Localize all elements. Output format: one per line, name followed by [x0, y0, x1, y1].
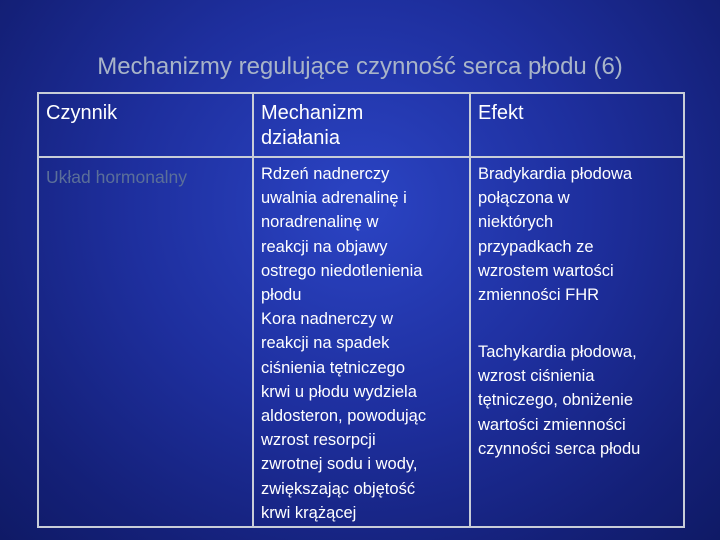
header-factor: Czynnik: [46, 102, 118, 124]
mechanism-line: reakcji na spadek: [261, 334, 390, 353]
header-mechanism-line: Mechanizm: [261, 102, 364, 124]
effect-line: niektórych: [478, 213, 554, 232]
effect-line: połączona w: [478, 189, 570, 208]
mechanism-line: wzrost resorpcji: [261, 431, 376, 450]
mechanism-line: aldosteron, powodując: [261, 407, 427, 426]
effect-line: wzrost ciśnienia: [478, 367, 595, 386]
effect-line: Tachykardia płodowa,: [478, 343, 637, 361]
header-effect: Efekt: [478, 102, 524, 124]
factor-cell: Układ hormonalny: [46, 167, 188, 187]
effect-line: Bradykardia płodowa: [478, 165, 633, 183]
effect-line: wartości zmienności: [478, 415, 626, 434]
effect-cell-tachycardia: [478, 340, 640, 461]
mechanism-line: ostrego niedotlenienia: [261, 261, 423, 280]
effect-line: przypadkach ze: [478, 237, 594, 256]
column-divider-1: [252, 94, 254, 526]
regulation-table: [37, 92, 685, 528]
effect-line: wzrostem wartości: [478, 261, 614, 280]
effect-cell-bradycardia: [478, 162, 632, 307]
mechanism-line: zwiększając objętość: [261, 479, 416, 498]
mechanism-line: płodu: [261, 286, 302, 305]
effect-line: czynności serca płodu: [478, 439, 641, 458]
mechanism-line: reakcji na objawy: [261, 237, 388, 256]
mechanism-line: krwi krążącej: [261, 503, 357, 522]
mechanism-cell: [261, 162, 426, 525]
mechanism-line: Kora nadnerczy w: [261, 310, 394, 329]
mechanism-line: zwrotnej sodu i wody,: [261, 455, 418, 474]
mechanism-line: krwi u płodu wydziela: [261, 382, 417, 401]
mechanism-line: ciśnienia tętniczego: [261, 358, 406, 377]
mechanism-line: uwalnia adrenalinę i: [261, 189, 407, 208]
header-divider: [39, 156, 683, 158]
mechanism-line: Rdzeń nadnerczy: [261, 165, 390, 183]
effect-line: zmienności FHR: [478, 286, 600, 305]
header-mechanism: [261, 101, 363, 151]
column-divider-2: [469, 94, 471, 526]
mechanism-line: noradrenalinę w: [261, 213, 379, 232]
effect-line: tętniczego, obniżenie: [478, 391, 634, 410]
slide-title: Mechanizmy regulujące czynność serca płodu (6): [97, 53, 623, 80]
header-mechanism-line: działania: [261, 127, 340, 149]
